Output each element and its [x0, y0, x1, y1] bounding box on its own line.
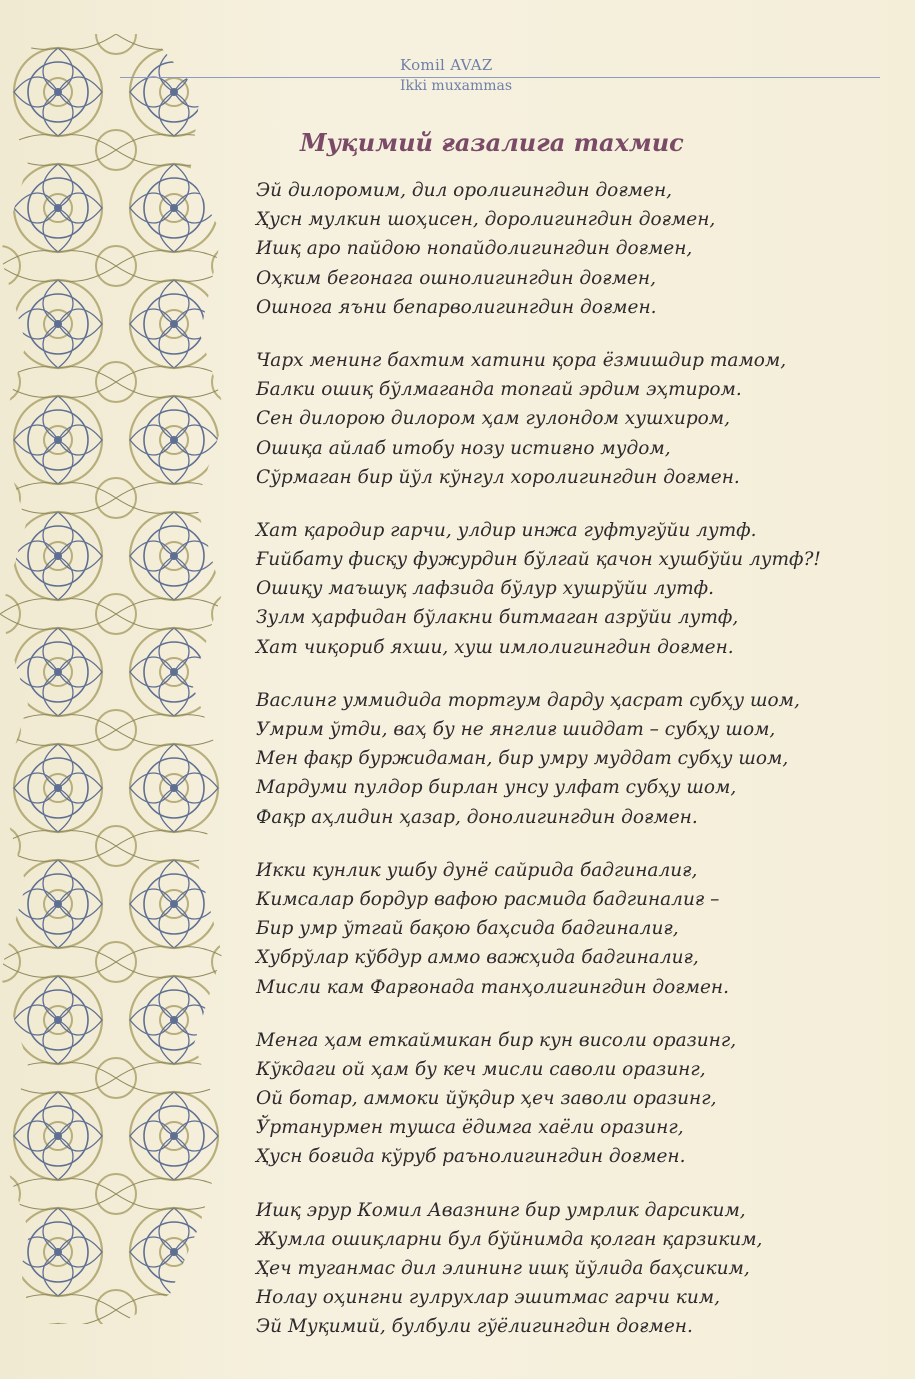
poem-line: Эй Муқимий, булбули гўёлигингдин доғмен. [256, 1316, 693, 1338]
poem-line: Хубрўлар кўбдур аммо важҳида бадгиналиғ, [256, 947, 699, 969]
poem-line: Ўртанурмен тушса ёдимга хаёли оразинг, [256, 1117, 684, 1139]
poem-title: Муқимий ғазалига тахмис [300, 128, 684, 157]
stanza [256, 346, 896, 492]
poem-line: Ишқ эрур Комил Авазнинг бир умрлик дарсиким, [256, 1199, 746, 1221]
poem-line: Нолау оҳингни гулрухлар эшитмас гарчи ким, [256, 1287, 720, 1309]
stanza [256, 176, 896, 322]
poem-line: Мен фақр буржидаман, бир умру муддат субҳу шом, [256, 748, 789, 770]
poem-line: Ҳусн мулкин шоҳисен, доролигингдин доғмен, [256, 209, 716, 231]
poem-line: Ошиқу маъшуқ лафзида бўлур хушрўйи лутф. [256, 578, 714, 600]
poem-body [256, 176, 896, 1366]
poem-line: Мисли кам Фарғонада танҳолигингдин доғмен. [256, 976, 729, 998]
poem-line: Менга ҳам еткаймикан бир кун висоли оразинг, [256, 1029, 737, 1051]
poem-line: Балки ошиқ бўлмаганда топгай эрдим эҳтиром. [256, 379, 742, 401]
poem-line: Ой ботар, аммоки йўқдир ҳеч заволи оразинг, [256, 1088, 717, 1110]
stanza [256, 1196, 896, 1342]
poem-line: Хат чиқориб яхши, хуш имлолигингдин доғмен. [256, 636, 734, 658]
poem-line: Кимсалар бордур вафою расмида бадгиналиғ – [256, 888, 720, 910]
poem-line: Оҳким бегонага ошнолигингдин доғмен, [256, 267, 656, 289]
poem-line: Жумла ошиқларни бул бўйнимда қолган қарзиким, [256, 1228, 763, 1250]
poem-line: Эй дилоромим, дил оролигингдин доғмен, [256, 180, 673, 201]
poem-line: Икки кунлик ушбу дунё сайрида бадгиналиғ, [256, 859, 698, 881]
stanza [256, 686, 896, 832]
poem-line: Фақр аҳлидин ҳазар, донолигингдин доғмен. [256, 806, 698, 828]
poem-line: Ғийбату фисқу фужурдин бўлгай қачон хушбўйи лутф?! [256, 549, 821, 571]
poem-line: Мардуми пулдор бирлан унсу улфат субҳу шом, [256, 777, 737, 799]
poem-line: Кўкдаги ой ҳам бу кеч мисли саволи оразинг, [256, 1058, 706, 1080]
poem-line: Хат қародир гарчи, улдир инжа гуфтугўйи лутф. [256, 519, 757, 541]
poem-line: Зулм ҳарфидан бўлакни битмаган азрўйи лутф, [256, 607, 739, 629]
poem-line: Ҳусн боғида кўруб раънолигингдин доғмен. [256, 1146, 686, 1168]
poem-line: Ошиқа айлаб итобу нозу истиғно мудом, [256, 437, 671, 459]
poem-line: Сўрмаган бир йўл кўнгул хоролигингдин доғмен. [256, 466, 740, 488]
poem-line: Чарх менинг бахтим хатини қора ёзмишдир тамом, [256, 349, 787, 371]
ornamental-border [0, 34, 232, 1324]
poem-line: Васлинг уммидида тортгум дарду ҳасрат субҳу шом, [256, 689, 800, 711]
poem-line: Сен дилорою дилором ҳам гулондом хушхиром, [256, 408, 731, 430]
poem-line: Умрим ўтди, ваҳ бу не янглиғ шиддат – субҳу шом, [256, 719, 776, 740]
poem-line: Ҳеч туганмас дил элининг ишқ йўлида баҳсиким, [256, 1258, 750, 1279]
header-subtitle: Ikki muxammas [400, 78, 513, 94]
stanza [256, 1026, 896, 1172]
stanza [256, 856, 896, 1002]
poem-line: Бир умр ўтгай бақою баҳсида бадгиналиғ, [256, 918, 679, 940]
poem-line: Ишқ аро пайдою нопайдолигингдин доғмен, [256, 238, 693, 260]
stanza [256, 516, 896, 662]
header-author: Komil AVAZ [400, 56, 493, 74]
poem-line: Ошнога яъни бепарволигингдин доғмен. [256, 296, 657, 318]
